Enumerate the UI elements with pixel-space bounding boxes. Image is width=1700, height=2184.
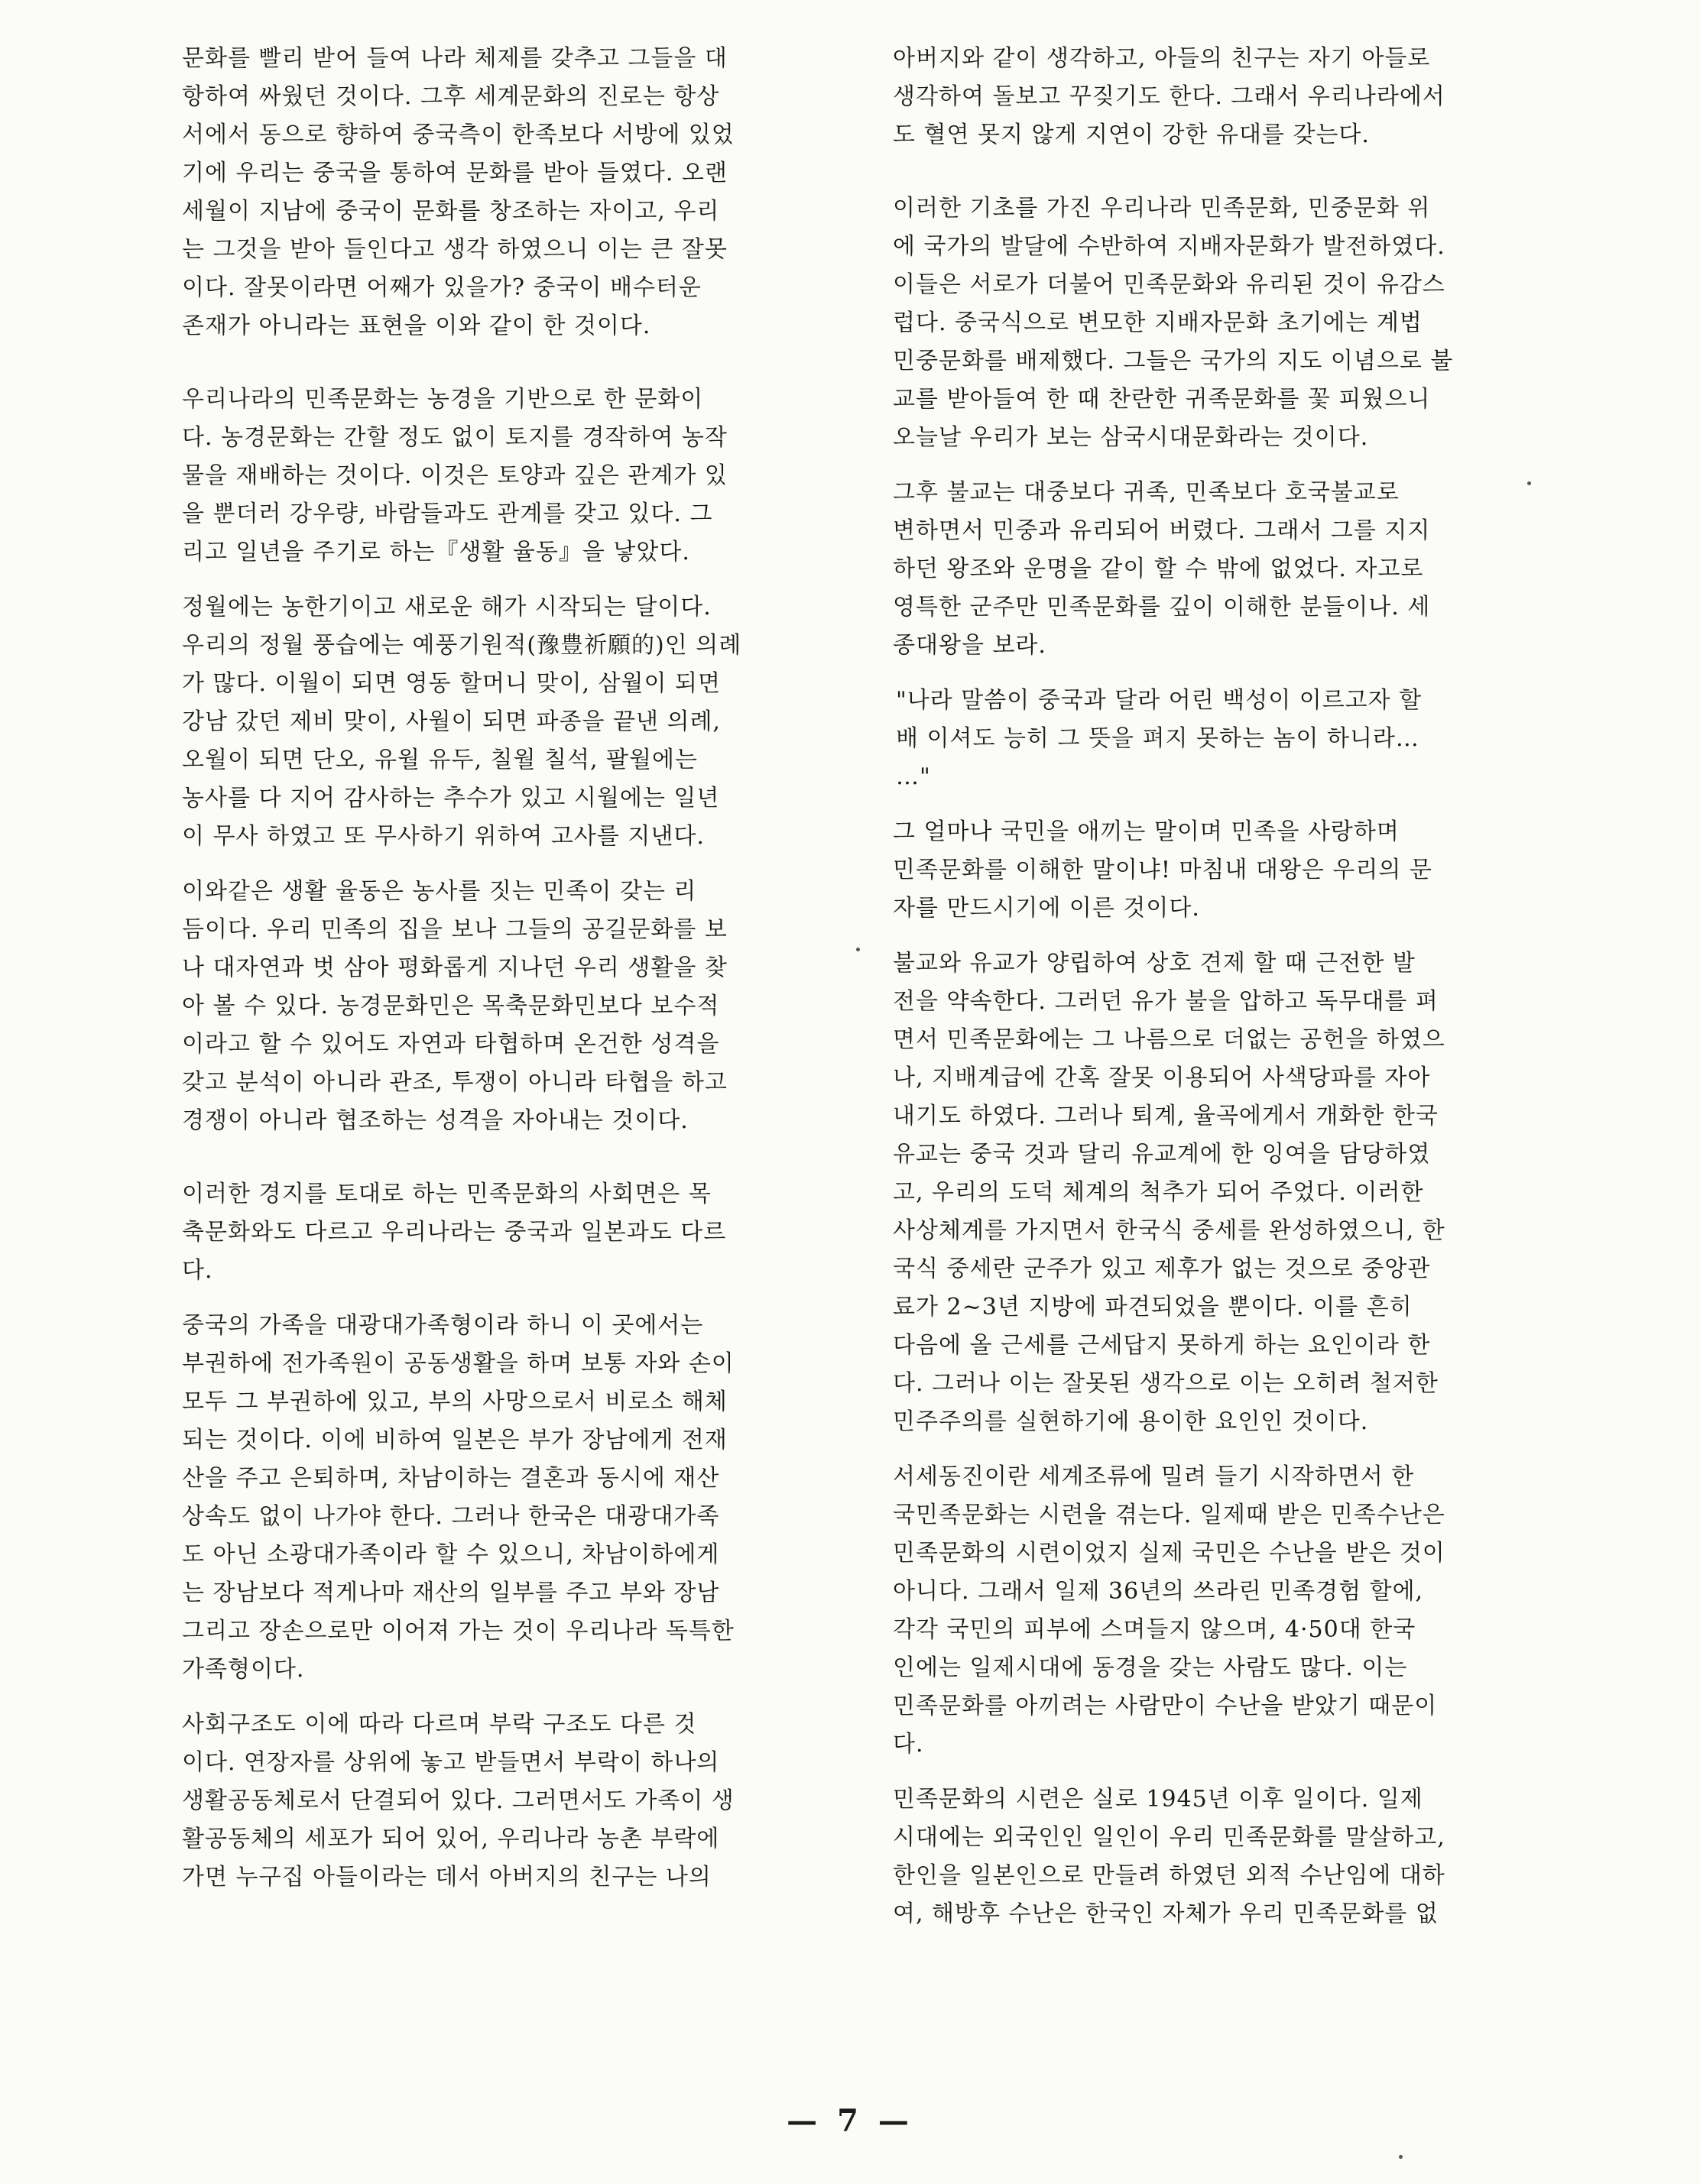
paragraph: 이러한 경지를 토대로 하는 민족문화의 사회면은 목 축문화와도 다르고 우리나라는 중국과 일본과도 다르 다. — [182, 1181, 727, 1284]
quotation: "나라 말씀이 중국과 달라 어린 백성이 이르고자 할 배 이셔도 능히 그 뜻을 펴지 못하는 놈이 하니라… …" — [896, 687, 1423, 790]
left-column — [182, 40, 824, 1913]
paragraph: 문화를 빨리 받어 들여 나라 체제를 갖추고 그들을 대 항하여 싸웠던 것이다. 그후 세계문화의 진로는 항상 서에서 동으로 향하여 중국측이 한족보다 서방에 있었 기에 우리는 중국을 통하여 문화를 받아 들였다. 오랜 세월이 지남에 중국이 문화를 창조하는 자이고, 우리 는 그것을 받아 들인다고 생각 하였으니 이는 큰 잘못 이다. 잘못이라면 어째가 있을가? 중국이 배수터운 존재가 아니라는 표현을 이와 같이 한 것이다. — [182, 45, 735, 339]
paragraph: 그 얼마나 국민을 애끼는 말이며 민족을 사랑하며 민족문화를 이해한 말이냐! 마침내 대왕은 우리의 문 자를 만드시기에 이른 것이다. — [893, 818, 1432, 922]
right-column — [893, 40, 1535, 1950]
paragraph: 이러한 기초를 가진 우리나라 민족문화, 민중문화 위 에 국가의 발달에 수반하여 지배자문화가 발전하였다. 이들은 서로가 더불어 민족문화와 유리된 것이 유감스 럽다. 중국식으로 변모한 지배자문화 초기에는 계법 민중문화를 배제했다. 그들은 국가의 지도 이념으로 불 교를 받아들여 한 때 찬란한 귀족문화를 꽃 피웠으니 오늘날 우리가 보는 삼국시대문화라는 것이다. — [893, 195, 1454, 451]
paragraph: 이와같은 생활 율동은 농사를 짓는 민족이 갖는 리 듬이다. 우리 민족의 집을 보나 그들의 공길문화를 보 나 대자연과 벗 삼아 평화롭게 지나던 우리 생활을 찾 아 볼 수 있다. 농경문화민은 목축문화민보다 보수적 이라고 할 수 있어도 자연과 타협하며 온건한 성격을 갖고 분석이 아니라 관조, 투쟁이 아니라 타협을 하고 경쟁이 아니라 협조하는 성격을 자아내는 것이다. — [182, 878, 728, 1134]
paragraph: 서세동진이란 세계조류에 밀려 들기 시작하면서 한 국민족문화는 시련을 겪는다. 일제때 받은 민족수난은 민족문화의 시련이었지 실제 국민은 수난을 받은 것이 아니다. 그래서 일제 36년의 쓰라린 민족경험 할에, 각각 국민의 피부에 스며들지 않으며, 4·50대 한국 인에는 일제시대에 동경을 갖는 사람도 많다. 이는 민족문화를 아끼려는 사람만이 수난을 받았기 때문이 다. — [893, 1463, 1445, 1758]
paragraph: 중국의 가족을 대광대가족형이라 하니 이 곳에서는 부권하에 전가족원이 공동생활을 하며 보통 자와 손이 모두 그 부권하에 있고, 부의 사망으로서 비로소 해체 되는 것이다. 이에 비하여 일본은 부가 장남에게 전재 산을 주고 은퇴하며, 차남이하는 결혼과 동시에 재산 상속도 없이 나가야 한다. 그러나 한국은 대광대가족 도 아닌 소광대가족이라 할 수 있으니, 차남이하에게 는 장남보다 적게나마 재산의 일부를 주고 부와 장남 그리고 장손으로만 이어져 가는 것이 우리나라 독특한 가족형이다. — [182, 1312, 735, 1683]
scan-speck — [856, 948, 860, 951]
page-number: — 7 — — [787, 2103, 913, 2139]
scan-speck — [1527, 481, 1531, 485]
paragraph: 민족문화의 시련은 실로 1945년 이후 일이다. 일제 시대에는 외국인인 일인이 우리 민족문화를 말살하고, 한인을 일본인으로 만들려 하였던 외적 수난임에 대하 여, 해방후 수난은 한국인 자체가 우리 민족문화를 없 — [893, 1786, 1445, 1927]
scan-speck — [1399, 2155, 1403, 2159]
paragraph: 사회구조도 이에 따라 다르며 부락 구조도 다른 것 이다. 연장자를 상위에 놓고 받들면서 부락이 하나의 생활공동체로서 단결되어 있다. 그러면서도 가족이 생 활공동체의 세포가 되어 있어, 우리나라 농촌 부락에 가면 누구집 아들이라는 데서 아버지의 친구는 나의 — [182, 1711, 735, 1891]
paragraph: 정월에는 농한기이고 새로운 해가 시작되는 달이다. 우리의 정월 풍습에는 예풍기원적(豫豊祈願的)인 의례 가 많다. 이월이 되면 영동 할머니 맞이, 삼월이 되면 강남 갔던 제비 맞이, 사월이 되면 파종을 끝낸 의례, 오월이 되면 단오, 유월 유두, 칠월 칠석, 팔월에는 농사를 다 지어 감사하는 추수가 있고 시월에는 일년 이 무사 하였고 또 무사하기 위하여 고사를 지낸다. — [182, 594, 742, 850]
paragraph: 그후 불교는 대중보다 귀족, 민족보다 호국불교로 변하면서 민중과 유리되어 버렸다. 그래서 그를 지지 하던 왕조와 운명을 같이 할 수 밖에 없었다. 자고로 영특한 군주만 민족문화를 깊이 이해한 분들이나. 세 종대왕을 보라. — [893, 479, 1431, 659]
paragraph: 불교와 유교가 양립하여 상호 견제 할 때 근전한 발 전을 약속한다. 그러던 유가 불을 압하고 독무대를 펴 면서 민족문화에는 그 나름으로 더없는 공헌을 하였으 나, 지배계급에 간혹 잘못 이용되어 사색당파를 자아 내기도 하였다. 그러나 퇴계, 율곡에게서 개화한 한국 유교는 중국 것과 달리 유교계에 한 잉여을 담당하였 고, 우리의 도덕 체계의 척추가 되어 주었다. 이러한 사상체계를 가지면서 한국식 중세를 완성하였으니, 한 국식 중세란 군주가 있고 제후가 없는 것으로 중앙관 료가 2~3년 지방에 파견되었을 뿐이다. 이를 흔히 다음에 올 근세를 근세답지 못하게 하는 요인이라 한 다. 그러나 이는 잘못된 생각으로 이는 오히려 철저한 민주주의를 실현하기에 용이한 요인인 것이다. — [893, 950, 1445, 1435]
paragraph: 우리나라의 민족문화는 농경을 기반으로 한 문화이 다. 농경문화는 간할 정도 없이 토지를 경작하여 농작 물을 재배하는 것이다. 이것은 토양과 깊은 관계가 있 을 뿐더러 강우량, 바람들과도 관계를 갖고 있다. 그 리고 일년을 주기로 하는『생활 율동』을 낳았다. — [182, 386, 728, 565]
paragraph: 아버지와 같이 생각하고, 아들의 친구는 자기 아들로 생각하여 돌보고 꾸짖기도 한다. 그래서 우리나라에서 도 혈연 못지 않게 지연이 강한 유대를 갖는다. — [893, 45, 1445, 148]
